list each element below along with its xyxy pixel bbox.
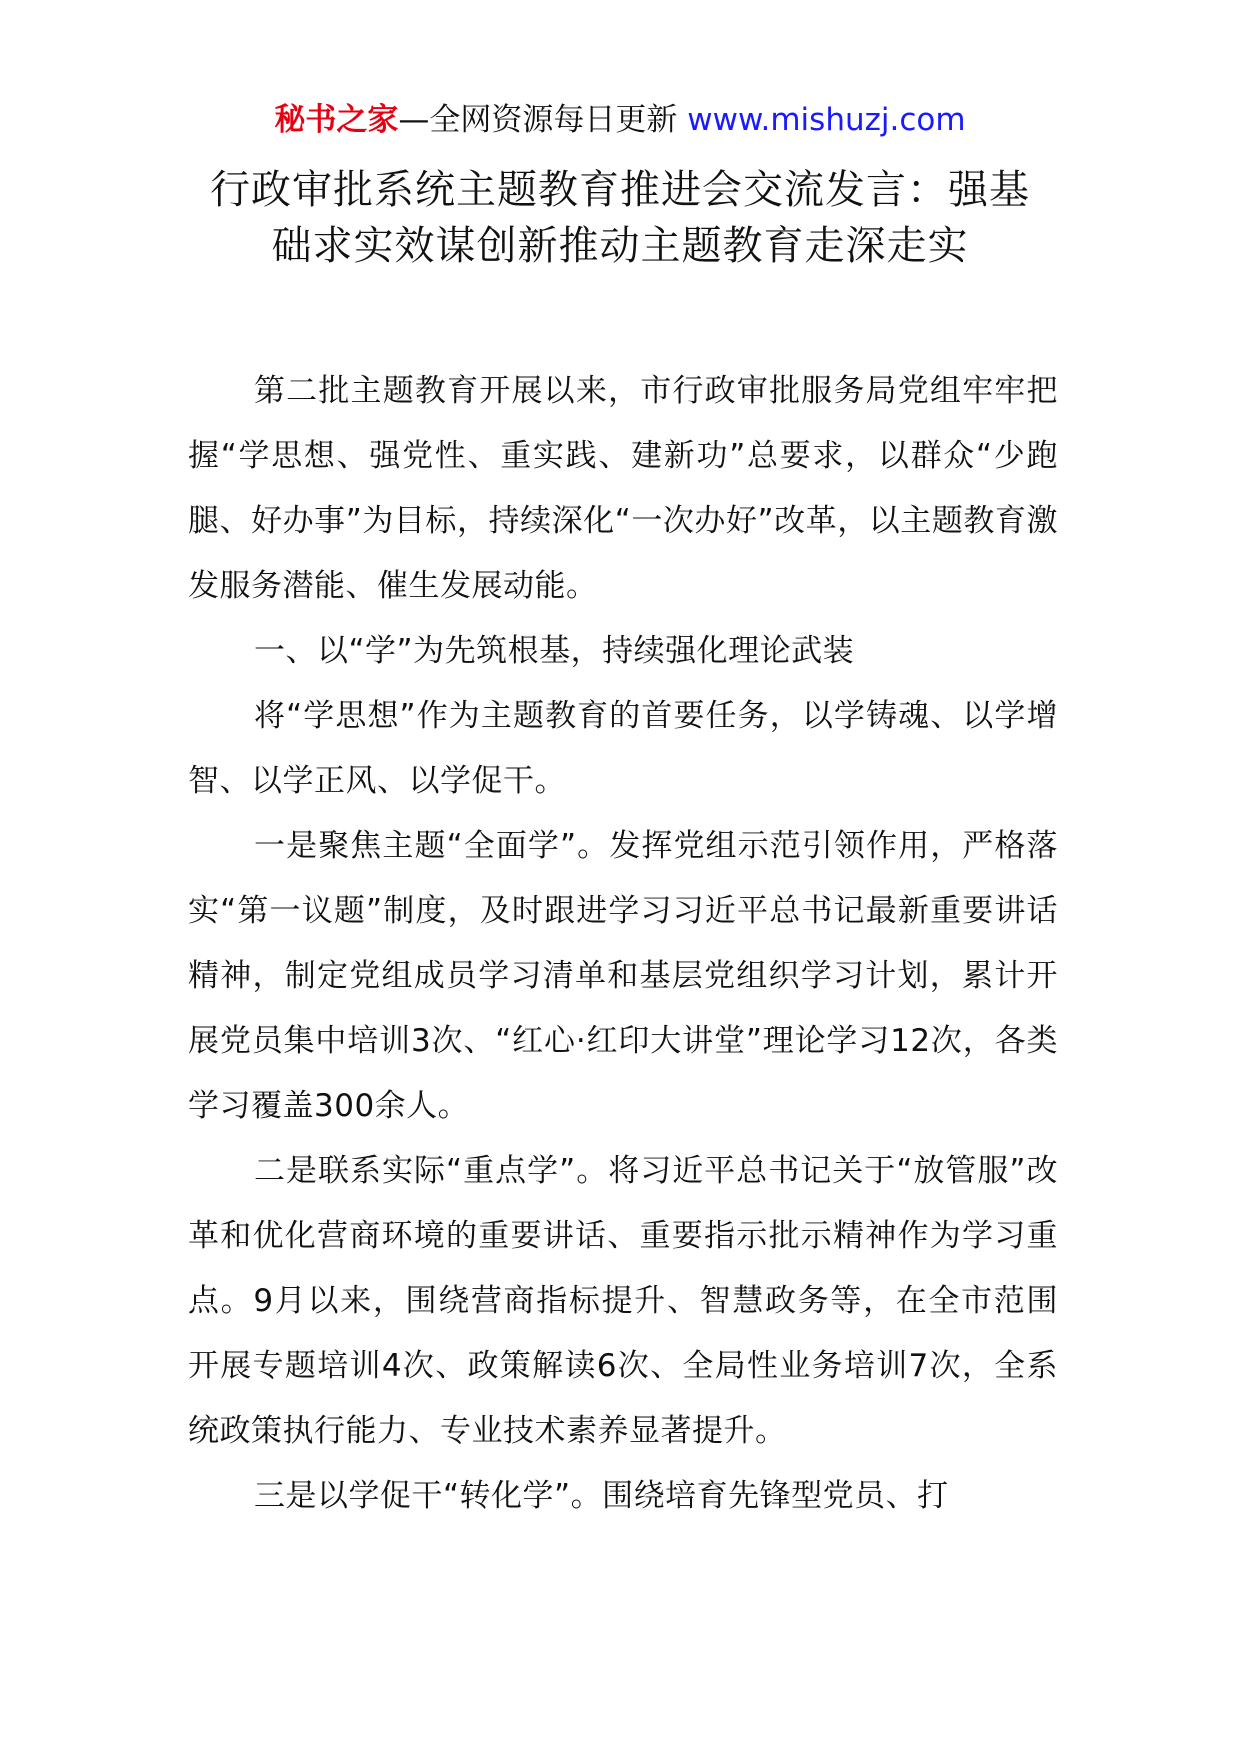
- section-heading: 一、以“学”为先筑根基，持续强化理论武装: [254, 633, 855, 669]
- point-two-paragraph: 二是联系实际“重点学”。将习近平总书记关于“放管服”改革和优化营商环境的重要讲话、重要指示批示精神作为学习重点。9月以来，围绕营商指标提升、智慧政务等，在全市范围开展专题培训4次、政策解读6次、全局性业务培训7次，全系统政策执行能力、专业技术素养显著提升。: [188, 1153, 1058, 1449]
- document-body: [188, 359, 1058, 1529]
- site-header: [0, 98, 1240, 142]
- title-line-2: 础求实效谋创新推动主题教育走深走实: [271, 223, 969, 269]
- site-url-link[interactable]: www.mishuzj.com: [687, 102, 966, 138]
- point-three-paragraph: 三是以学促干“转化学”。围绕培育先锋型党员、打: [254, 1478, 949, 1514]
- point-one-paragraph: 一是聚焦主题“全面学”。发挥党组示范引领作用，严格落实“第一议题”制度，及时跟进学习习近平总书记最新重要讲话精神，制定党组成员学习清单和基层党组织学习计划，累计开展党员集中培训3次、“红心·红印大讲堂”理论学习12次，各类学习覆盖300余人。: [188, 828, 1058, 1124]
- section-intro-paragraph: 将“学思想”作为主题教育的首要任务，以学铸魂、以学增智、以学正风、以学促干。: [188, 698, 1058, 799]
- brand-name: 秘书之家: [274, 102, 399, 138]
- title-line-1: 行政审批系统主题教育推进会交流发言：强基: [210, 167, 1030, 213]
- intro-paragraph: 第二批主题教育开展以来，市行政审批服务局党组牢牢把握“学思想、强党性、重实践、建新功”总要求，以群众“少跑腿、好办事”为目标，持续深化“一次办好”改革，以主题教育激发服务潜能、催生发展动能。: [188, 373, 1058, 604]
- document-title: [150, 162, 1090, 274]
- header-tagline: —全网资源每日更新: [398, 102, 678, 138]
